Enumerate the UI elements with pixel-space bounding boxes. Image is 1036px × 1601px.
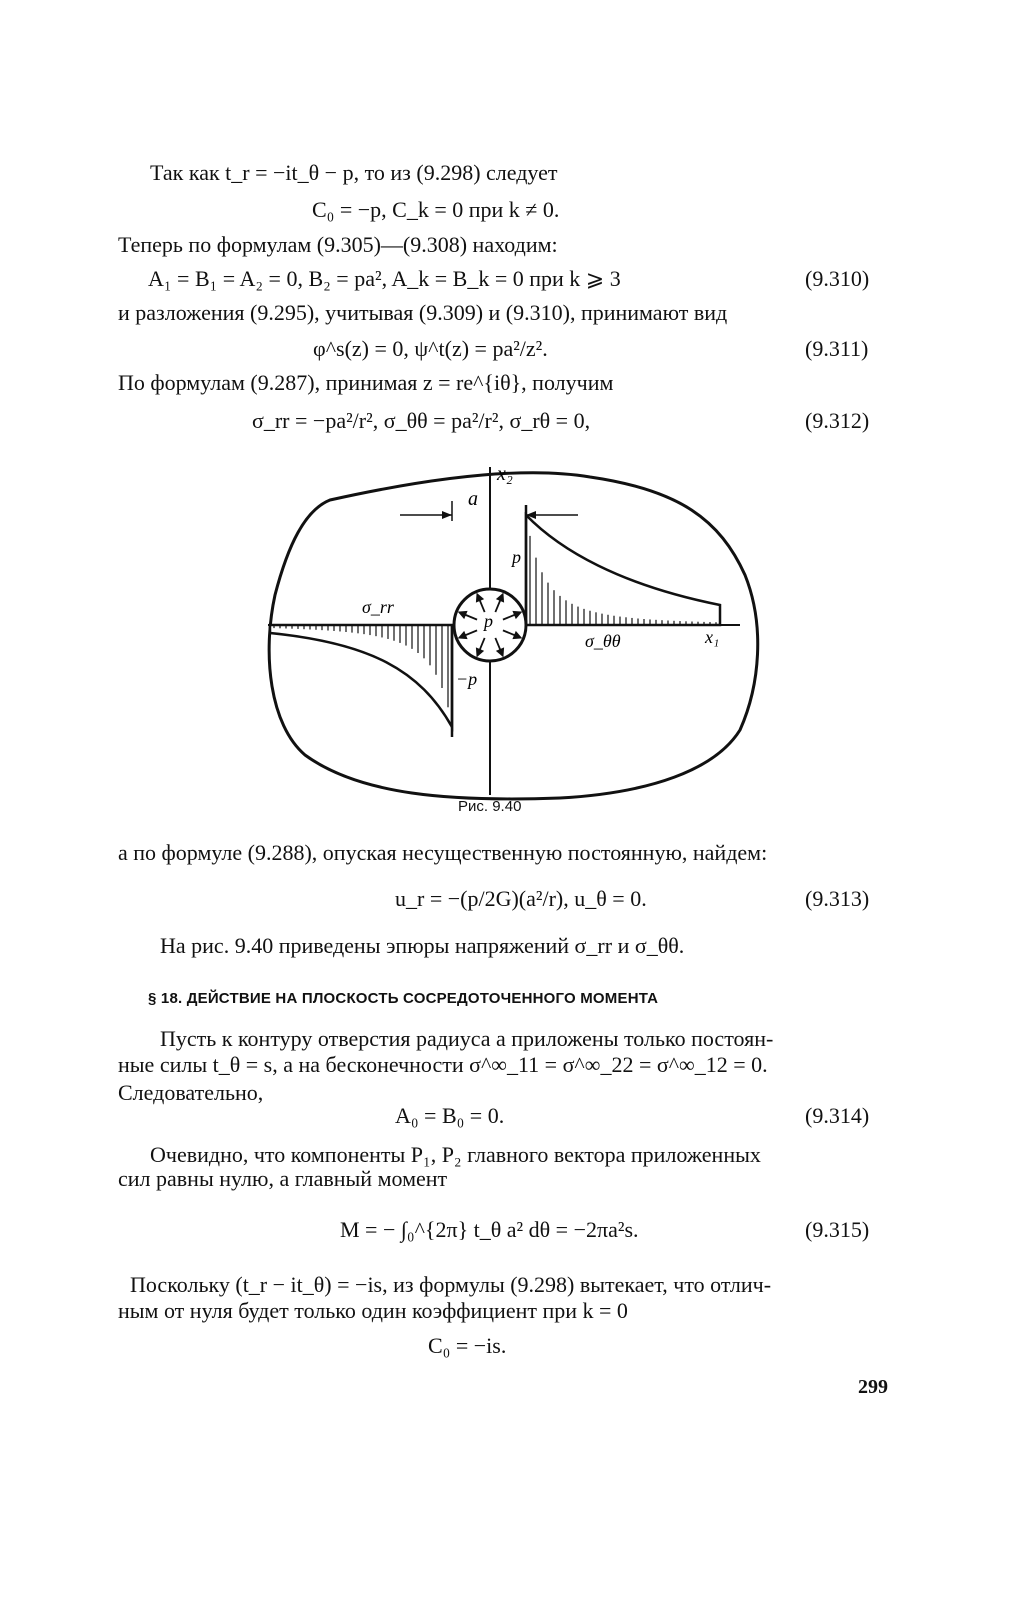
sigma-theta-epure: [526, 515, 720, 625]
equation-9-311: φ^s(z) = 0, ψ^t(z) = pa²/z².: [313, 336, 548, 361]
text-line-14: Следовательно,: [118, 1080, 264, 1105]
text-line-7: По формулам (9.287), принимая z = re^{iθ}, получим: [118, 370, 614, 395]
equation-9-314: A₀ = B₀ = 0.: [395, 1103, 505, 1128]
sigma-rr-epure: [270, 625, 452, 727]
label-a: a: [468, 488, 478, 510]
equation-number-9-314: (9.314): [805, 1103, 870, 1128]
text-line-12: Пусть к контуру отверстия радиуса a приложены только постоян-: [160, 1026, 774, 1051]
page-number: 299: [858, 1376, 888, 1398]
text-line-11: На рис. 9.40 приведены эпюры напряжений σ_rr и σ_θθ.: [160, 933, 685, 958]
text-line-17: сил равны нулю, а главный момент: [118, 1166, 448, 1191]
figure-caption: Рис. 9.40: [458, 798, 522, 815]
figure-9-40: [0, 455, 1036, 815]
equation-number-9-312: (9.312): [805, 408, 870, 433]
text-line-1: Так как t_r = −it_θ − p, то из (9.298) следует: [150, 160, 558, 185]
label-p-center: p: [484, 611, 493, 631]
text-line-19: Поскольку (t_r − it_θ) = −is, из формулы (9.298) вытекает, что отлич-: [130, 1272, 772, 1297]
label-sigma-rr: σ_rr: [362, 597, 394, 617]
equation-9-315: M = − ∫₀^{2π} t_θ a² dθ = −2πa²s.: [340, 1217, 639, 1242]
text-line-20: ным от нуля будет только один коэффициент при k = 0: [118, 1298, 628, 1323]
text-line-13: ные силы t_θ = s, а на бесконечности σ^∞_11 = σ^∞_22 = σ^∞_12 = 0.: [118, 1052, 768, 1077]
label-p-bottom: −p: [456, 669, 478, 689]
label-sigma-tt: σ_θθ: [585, 631, 621, 651]
text-line-3: Теперь по формулам (9.305)—(9.308) находим:: [118, 232, 558, 257]
label-x1: x₁: [705, 627, 720, 647]
equation-9-312: σ_rr = −pa²/r², σ_θθ = pa²/r², σ_rθ = 0,: [252, 408, 591, 433]
equation-number-9-310: (9.310): [805, 266, 870, 291]
text-line-16: Очевидно, что компоненты P₁, P₂ главного вектора приложенных: [150, 1142, 761, 1167]
equation-9-313: u_r = −(p/2G)(a²/r), u_θ = 0.: [395, 886, 647, 911]
equation-9-310: A₁ = B₁ = A₂ = 0, B₂ = pa², A_k = B_k = 0 при k ⩾ 3: [148, 266, 621, 291]
text-line-2: C₀ = −p, C_k = 0 при k ≠ 0.: [312, 197, 560, 222]
equation-number-9-313: (9.313): [805, 886, 870, 911]
label-p-top: p: [512, 547, 521, 567]
equation-c0: C₀ = −is.: [428, 1333, 507, 1358]
section-heading: § 18. ДЕЙСТВИЕ НА ПЛОСКОСТЬ СОСРЕДОТОЧЕННОГО МОМЕНТА: [148, 990, 659, 1007]
text-line-5: и разложения (9.295), учитывая (9.309) и (9.310), принимают вид: [118, 300, 728, 325]
text-line-9: а по формуле (9.288), опуская несущественную постоянную, найдем:: [118, 840, 768, 865]
equation-number-9-315: (9.315): [805, 1217, 870, 1242]
equation-number-9-311: (9.311): [805, 336, 869, 361]
label-x2: x₂: [497, 463, 513, 485]
